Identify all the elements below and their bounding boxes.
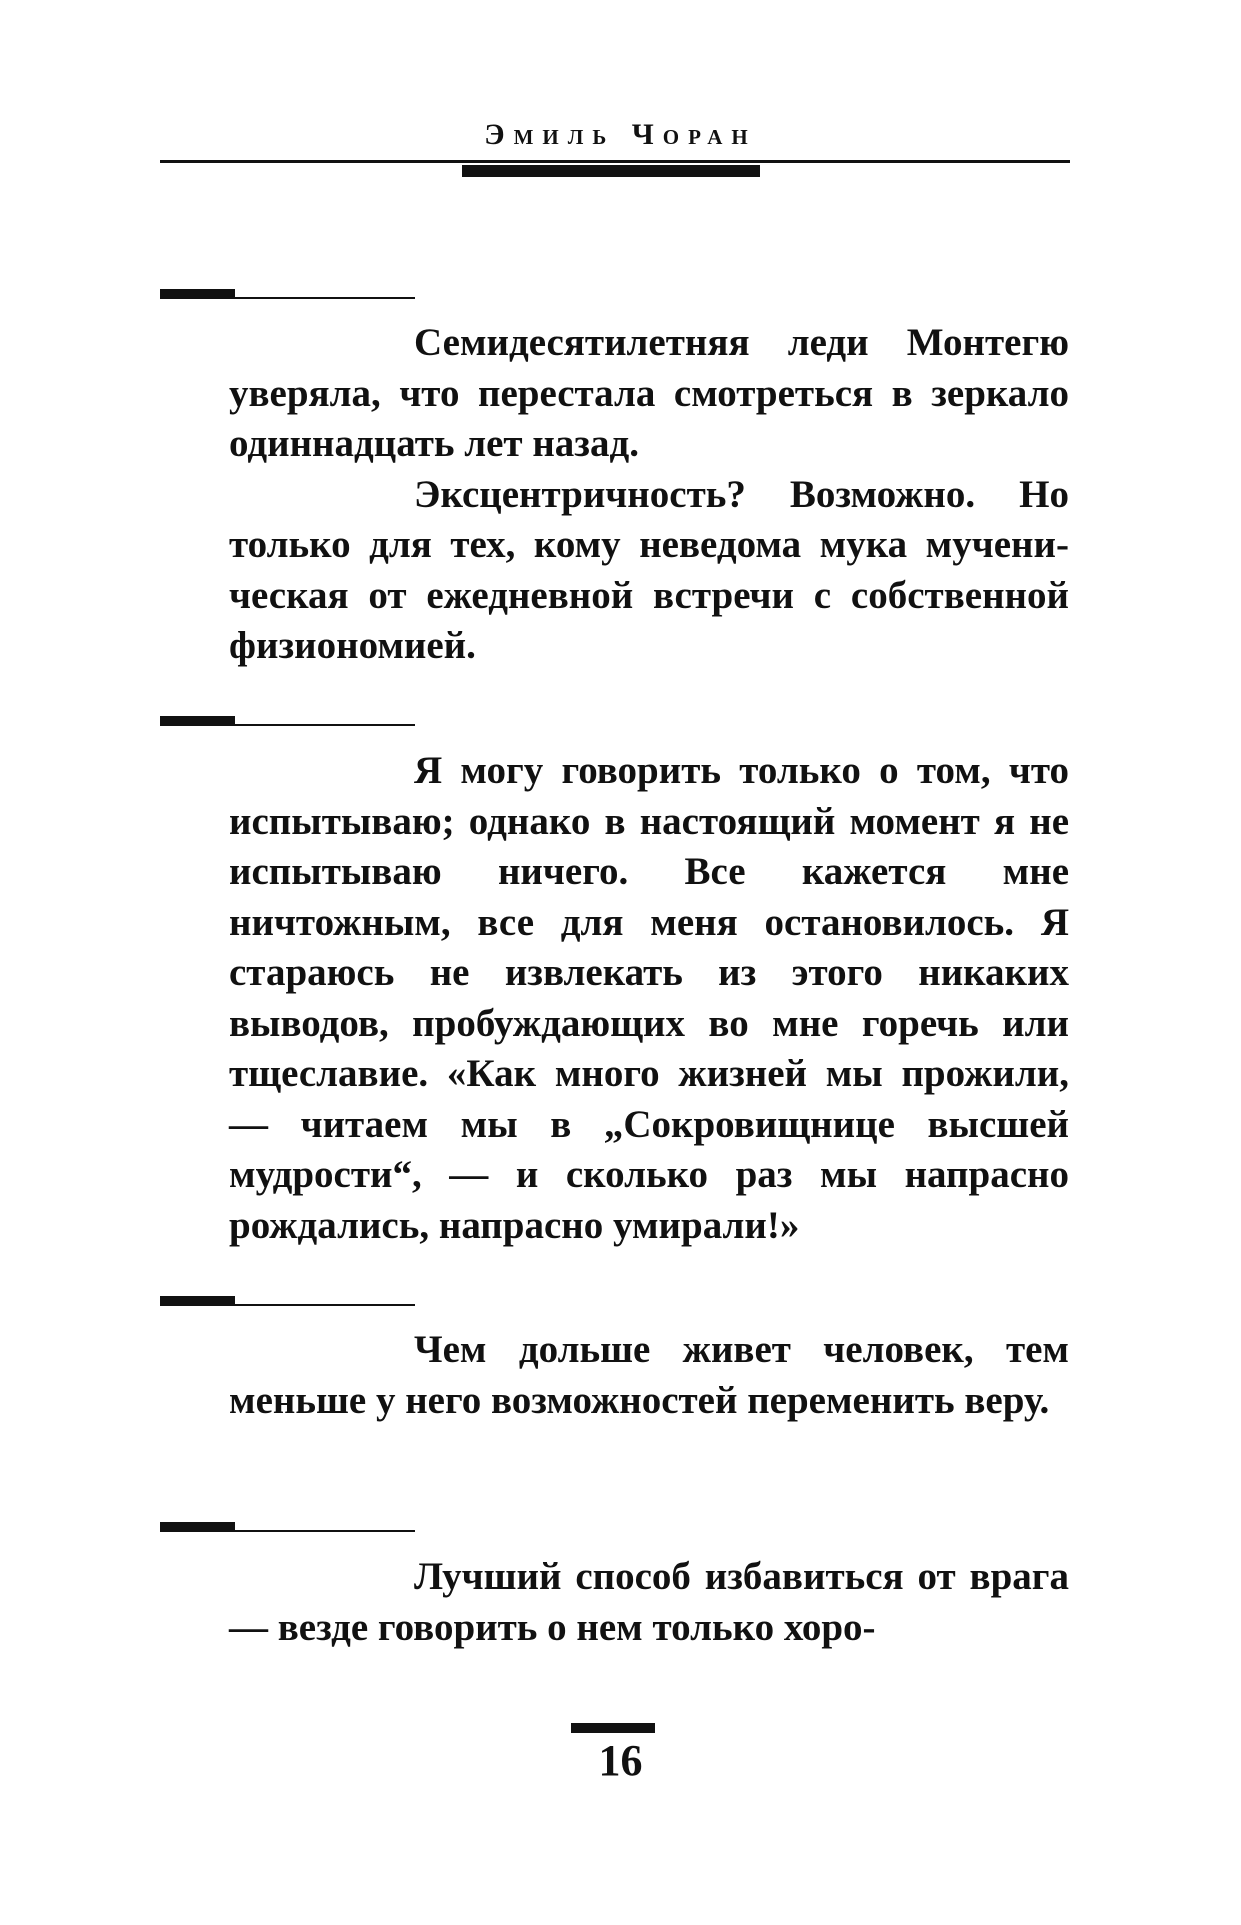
header-bar (462, 165, 760, 177)
section-marker (160, 716, 415, 728)
section-marker-thick (160, 1522, 235, 1532)
section-marker (160, 289, 415, 301)
section-marker (160, 1522, 415, 1534)
header-rule (160, 160, 1070, 163)
aphorism-4 (229, 1552, 1069, 1653)
page-number: 16 (598, 1736, 643, 1785)
aphorism-3 (229, 1325, 1069, 1426)
section-marker-thin (235, 724, 415, 726)
section-marker-thin (235, 1304, 415, 1306)
section-marker (160, 1296, 415, 1308)
paragraph: Эксцентричность? Возможно. Но только для тех, кому неведома мука мученическая от ежедневной встречи с собственной физиономией. (229, 472, 1069, 667)
page-number-bar (571, 1723, 655, 1733)
paragraph: Чем дольше живет человек, тем меньше у него возможностей переменить веру. (229, 1328, 1069, 1422)
section-marker-thin (235, 1530, 415, 1532)
section-marker-thin (235, 297, 415, 299)
paragraph: Я могу говорить только о том, что испытываю; однако в настоящий момент я не испытываю ничего. Все кажется мне ничтожным, все для меня остановилось. Я стараюсь не извлекать из этого никаких выводов, пробуждающих во мне горечь или тщеславие. «Как много жизней мы прожили, — читаем мы в „Сокровищнице высшей мудрости“, — и сколько раз мы напрасно рождались, напрасно умирали!» (229, 749, 1069, 1247)
paragraph: Лучший способ избавиться от врага — везде говорить о нем только хоро- (229, 1555, 1069, 1649)
section-marker-thick (160, 289, 235, 299)
running-header-author: Эмиль Чоран (484, 118, 757, 151)
section-marker-thick (160, 716, 235, 726)
paragraph: Семидесятилетняя леди Монтегю уверяла, что перестала смотреться в зеркало одиннадцать лет назад. (229, 321, 1069, 465)
aphorism-2 (229, 746, 1069, 1251)
section-marker-thick (160, 1296, 235, 1306)
aphorism-1 (229, 318, 1069, 672)
